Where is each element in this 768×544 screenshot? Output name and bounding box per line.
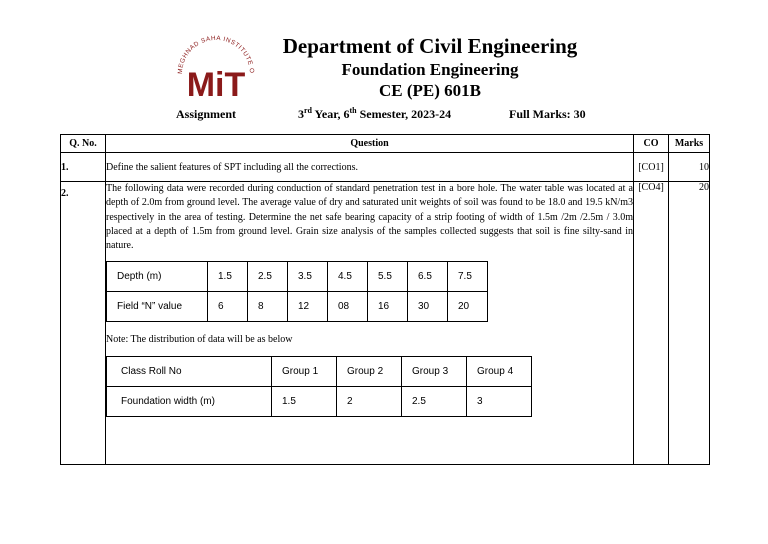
group-name: Group 1 [272,357,337,387]
logo-letters: MiT [186,66,246,104]
table-row [61,153,710,182]
question-body [106,182,634,465]
depth-value: 5.5 [368,262,408,292]
width-label: Foundation width (m) [107,387,272,417]
spt-depth-row [107,262,488,292]
question-text: The following data were recorded during conduction of standard penetration test in a bore hole. The water table was located at a depth of 2.0m from ground level. The average value of dry and saturated unit weights of soil was found to be 18.0 and 19.5 kN/m3 respectively in the area of testing. Determine the net safe bearing capacity of a strip footing of width of 1.5m /2m /2.5m / 3.0m placed at a depth of 1.5m from ground level. Grain size analysis of the samples collected suggests that soil is fine silty-sand in nature. [106,183,633,252]
group-width-row [107,387,532,417]
group-name-row [107,357,532,387]
question-co: [CO4] [634,182,669,465]
depth-value: 2.5 [248,262,288,292]
depth-value: 3.5 [288,262,328,292]
header-marks: Marks [669,135,710,153]
n-value: 12 [288,292,328,322]
n-value: 20 [448,292,488,322]
assignment-label: Assignment [176,107,237,121]
group-width: 3 [467,387,532,417]
course-title: Foundation Engineering [341,60,519,79]
question-marks: 10 [669,153,710,182]
n-label: Field “N” value [107,292,208,322]
n-value: 6 [208,292,248,322]
n-value: 16 [368,292,408,322]
question-text: Define the salient features of SPT including all the corrections. [106,153,634,182]
header-qno: Q. No. [61,135,106,153]
n-value: 8 [248,292,288,322]
depth-value: 4.5 [328,262,368,292]
depth-label: Depth (m) [107,262,208,292]
group-width: 2.5 [402,387,467,417]
department-title: Department of Civil Engineering [282,34,578,58]
group-width: 2 [337,387,402,417]
spt-n-row [107,292,488,322]
depth-value: 1.5 [208,262,248,292]
question-marks: 20 [669,182,710,465]
question-table [60,134,710,465]
course-code: CE (PE) 601B [379,81,481,100]
header-co: CO [634,135,669,153]
logo-arc-text: MEGHNAD SAHA INSTITUTE O [176,34,256,75]
question-co: [CO1] [634,153,669,182]
distribution-note: Note: The distribution of data will be as below [106,334,293,346]
group-name: Group 2 [337,357,402,387]
header-question: Question [106,135,634,153]
depth-value: 7.5 [448,262,488,292]
question-number: 2. [61,182,106,465]
group-distribution-table [106,356,532,417]
group-width: 1.5 [272,387,337,417]
n-value: 08 [328,292,368,322]
depth-value: 6.5 [408,262,448,292]
full-marks: Full Marks: 30 [509,107,586,121]
roll-label: Class Roll No [107,357,272,387]
n-value: 30 [408,292,448,322]
table-header-row [61,135,710,153]
group-name: Group 3 [402,357,467,387]
question-number: 1. [61,153,106,182]
group-name: Group 4 [467,357,532,387]
spt-data-table [106,261,488,322]
table-row [61,182,710,465]
year-semester: 3rd Year, 6th Semester, 2023-24 [298,106,452,121]
